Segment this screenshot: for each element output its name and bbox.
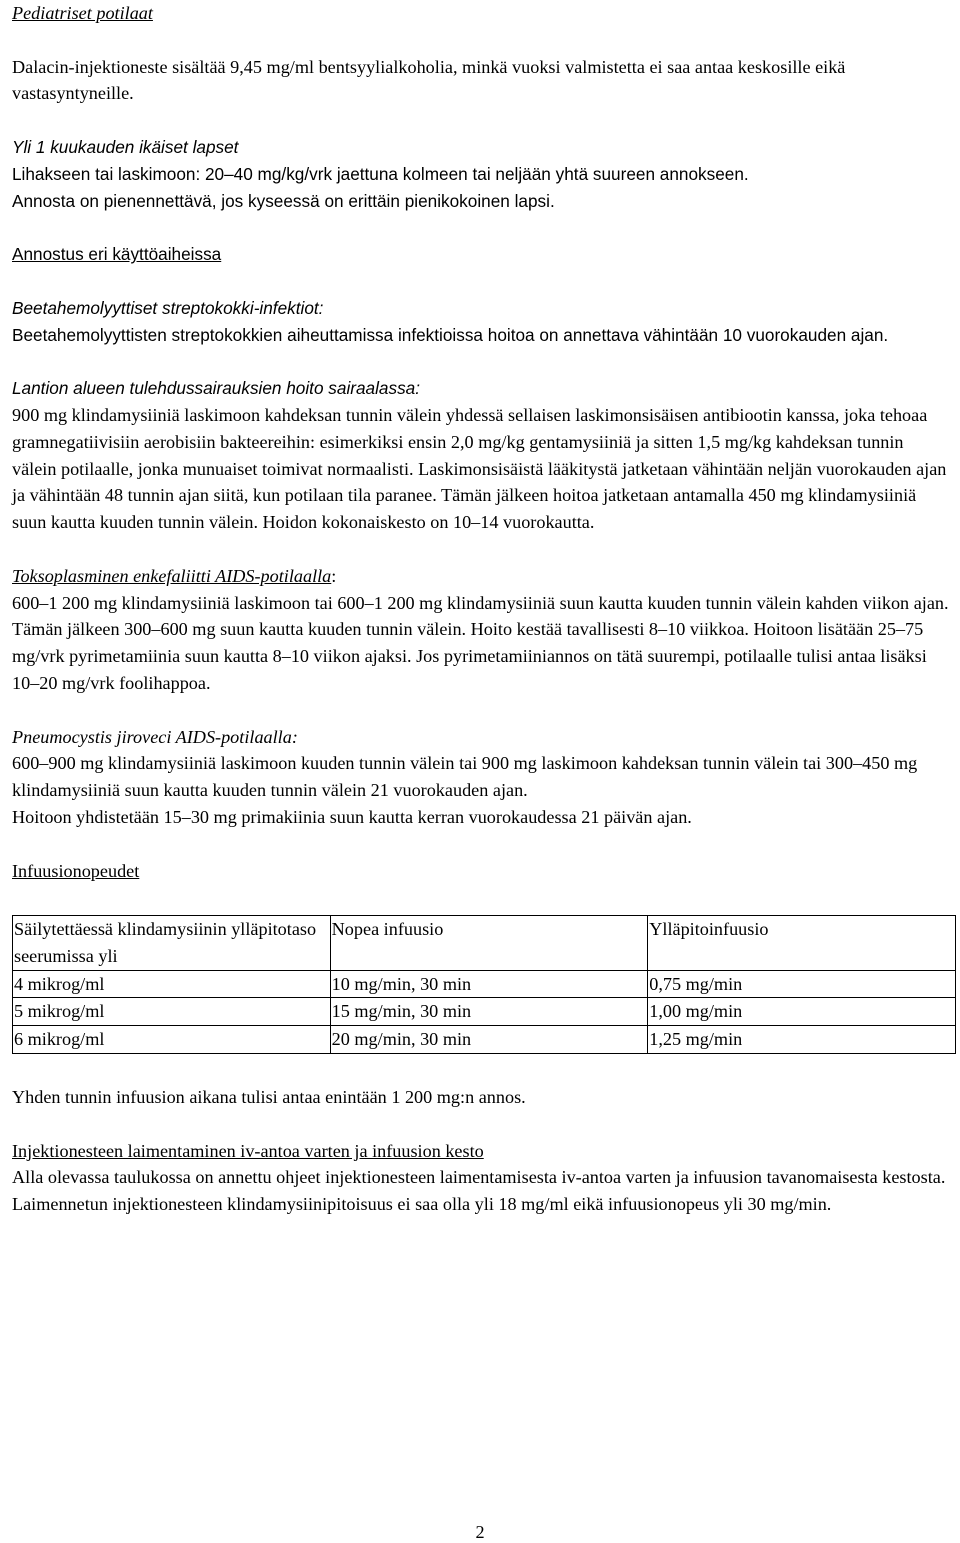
- page-number: 2: [475, 1522, 485, 1542]
- section-heading-indications: Annostus eri käyttöaiheissa: [12, 244, 222, 265]
- paragraph-dilution-limits: Laimennetun injektionesteen klindamysiinipitoisuus ei saa olla yli 18 mg/ml eikä infuusionopeus yli 30 mg/min.: [12, 1194, 832, 1215]
- paragraph-toxoplasmosis: 600–1 200 mg klindamysiiniä laskimoon tai 600–1 200 mg klindamysiiniä suun kautta kuuden tunnin välein kahden viikon ajan. Tämän jälkeen 300–600 mg suun kautta kuuden tunnin välein. Hoito kestää tavallisesti 8–10 viikkoa. Hoitoon lisätään 25–75 mg/vrk pyrimetamiinia suun kautta 8–10 viikon ajaksi. Jos pyrimetamiiniannos on tätä suurempi, potilaalle tulisi antaa lisäksi 10–20 mg/vrk foolihappoa.: [12, 592, 949, 693]
- section-heading-infusion: Infuusionopeudet: [12, 860, 140, 881]
- paragraph-benzyl-alcohol: Dalacin-injektioneste sisältää 9,45 mg/ml bentsyylialkoholia, minkä vuoksi valmistetta ei saa antaa keskosille eikä vastasyntyneille.: [12, 56, 846, 104]
- paragraph-beta-strep: Beetahemolyyttisten streptokokkien aiheuttamissa infektioissa hoitoa on annettava vähintään 10 vuorokauden ajan.: [12, 324, 889, 345]
- table-header-cell: Nopea infuusio: [330, 916, 648, 971]
- table-cell: 0,75 mg/min: [648, 970, 956, 998]
- paragraph-pneumocystis-primaquine: Hoitoon yhdistetään 15–30 mg primakiinia suun kautta kerran vuorokaudessa 21 päivän ajan.: [12, 806, 692, 827]
- table-cell: 1,25 mg/min: [648, 1026, 956, 1054]
- paragraph-pelvic: 900 mg klindamysiiniä laskimoon kahdeksan tunnin välein yhdessä sellaisen laskimonsisäisen antibiootin kanssa, joka tehoaa gramnegatiivisiin aerobisiin bakteereihin: esimerkiksi ensin 2,0 mg/kg gentamysiiniä ja sitten 1,5 mg/kg kahdeksan tunnin välein potilaalle, jonka munuaiset toimivat normaalisti. Laskimonsisäistä lääkitystä jatketaan vähintään neljän vuorokauden ajan ja vähintään 48 tunnin ajan siitä, kun potilaan tila paranee. Tämän jälkeen hoitoa jatketaan antamalla 450 mg klindamysiiniä suun kautta kuuden tunnin välein. Hoidon kokonaiskesto on 10–14 vuorokautta.: [12, 404, 947, 533]
- paragraph-max-hourly-dose: Yhden tunnin infuusion aikana tulisi antaa enintään 1 200 mg:n annos.: [12, 1087, 526, 1108]
- table-cell: 6 mikrog/ml: [13, 1026, 331, 1054]
- subheading-children: Yli 1 kuukauden ikäiset lapset: [12, 136, 239, 157]
- table-row: [13, 970, 956, 998]
- paragraph-dilution-instructions: Alla olevassa taulukossa on annettu ohjeet injektionesteen laimentamisesta iv-antoa varten ja infuusion tavanomaisesta kestosta.: [12, 1167, 946, 1188]
- subheading-pneumocystis: Pneumocystis jiroveci AIDS-potilaalla:: [12, 726, 298, 747]
- infusion-rate-table: [12, 915, 956, 1054]
- table-cell: 1,00 mg/min: [648, 998, 956, 1026]
- subheading-toxoplasmosis-colon: :: [331, 565, 337, 586]
- subheading-toxoplasmosis-line: [12, 563, 952, 590]
- paragraph-pneumocystis: 600–900 mg klindamysiiniä laskimoon kuuden tunnin välein tai 900 mg laskimoon kahdeksan tunnin välein tai 300–450 mg klindamysiiniä suun kautta kuuden tunnin välein 21 vuorokauden ajan.: [12, 753, 918, 801]
- subheading-toxoplasmosis: Toksoplasminen enkefaliitti AIDS-potilaalla: [12, 565, 332, 586]
- table-cell: 20 mg/min, 30 min: [330, 1026, 648, 1054]
- table-cell: 5 mikrog/ml: [13, 998, 331, 1026]
- table-row: [13, 998, 956, 1026]
- children-dose-line: Lihakseen tai laskimoon: 20–40 mg/kg/vrk jaettuna kolmeen tai neljään yhtä suureen annokseen.: [12, 163, 749, 184]
- section-heading-pediatric: Pediatriset potilaat: [12, 3, 153, 23]
- table-cell: 10 mg/min, 30 min: [330, 970, 648, 998]
- subheading-pelvic: Lantion alueen tulehdussairauksien hoito sairaalassa:: [12, 378, 421, 399]
- section-heading-dilution: Injektionesteen laimentaminen iv-antoa varten ja infuusion kesto: [12, 1140, 484, 1161]
- table-row: [13, 1026, 956, 1054]
- table-header-cell: Säilytettäessä klindamysiinin ylläpitotaso seerumissa yli: [13, 916, 331, 971]
- table-header-cell: Ylläpitoinfuusio: [648, 916, 956, 971]
- table-cell: 4 mikrog/ml: [13, 970, 331, 998]
- subheading-beta-strep: Beetahemolyyttiset streptokokki-infektiot:: [12, 297, 324, 318]
- paragraph-children-dose: [12, 161, 952, 215]
- children-dose-reduction-line: Annosta on pienennettävä, jos kyseessä on erittäin pienikokoinen lapsi.: [12, 190, 555, 211]
- table-cell: 15 mg/min, 30 min: [330, 998, 648, 1026]
- document-page: [12, 0, 952, 1218]
- table-header-row: [13, 916, 956, 971]
